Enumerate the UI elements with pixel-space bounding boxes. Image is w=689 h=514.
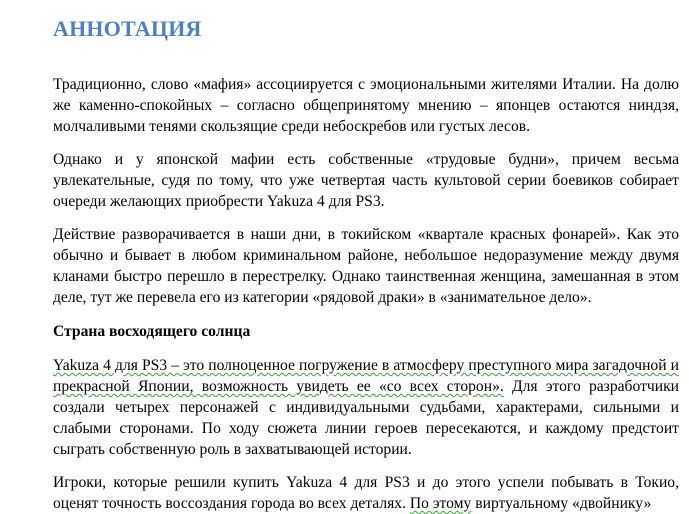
- paragraph-intro[interactable]: Традиционно, слово «мафия» ассоциируется с эмоциональными жителями Италии. На долю же каменно-спокойных – согласно общепринятому мнению – японцев остаются ниндзя, молчаливыми тенями скользящие среди небоскребов или густых лесов.: [53, 76, 679, 135]
- grammar-flagged-text[interactable]: По этому: [409, 495, 472, 512]
- section-heading: Страна восходящего солнца: [53, 323, 251, 340]
- paragraph-work-days[interactable]: Однако и у японской мафии есть собственные «трудовые будни», причем весьма увлекательные, судя по тому, что уже четвертая часть культовой серии боевиков собирает очереди желающих приобрести Yakuza 4 для PS3.: [53, 151, 679, 210]
- document-page: [53, 14, 679, 514]
- paragraph-text: Для этого разработчики создали четырех персонажей с индивидуальными судьбами, характерами, сильными и слабыми сторонами. По ходу сюжета линии героев пересекаются, и каждому предстоит сыграть собственную роль в захватывающей истории.: [53, 378, 680, 458]
- grammar-flagged-text[interactable]: Yakuza 4 для PS3 – это полноценное погружение в атмосферу преступного мира загадочной и прекрасной Японии, возможность увидеть ее «со всех сторон».: [53, 357, 679, 395]
- document-title: АННОТАЦИЯ: [53, 16, 202, 41]
- paragraph-text: Игроки, которые решили купить Yakuza 4 для PS3 и до этого успели побывать в Токио, оценят точность воссоздания города во всех деталях.: [53, 474, 679, 512]
- paragraph-tokyo[interactable]: [53, 472, 679, 514]
- paragraph-immersion[interactable]: [53, 355, 679, 460]
- paragraph-plot[interactable]: Действие разворачивается в наши дни, в токийском «квартале красных фонарей». Как это обычно и бывает в любом криминальном районе, небольшое недоразумение между двумя кланами быстро перешло в перестрелку. Однако таинственная женщина, замешанная в этом деле, тут же перевела его из категории «рядовой драки» в «занимательное дело».: [53, 226, 679, 306]
- paragraph-text: виртуальному «двойнику»: [471, 495, 652, 512]
